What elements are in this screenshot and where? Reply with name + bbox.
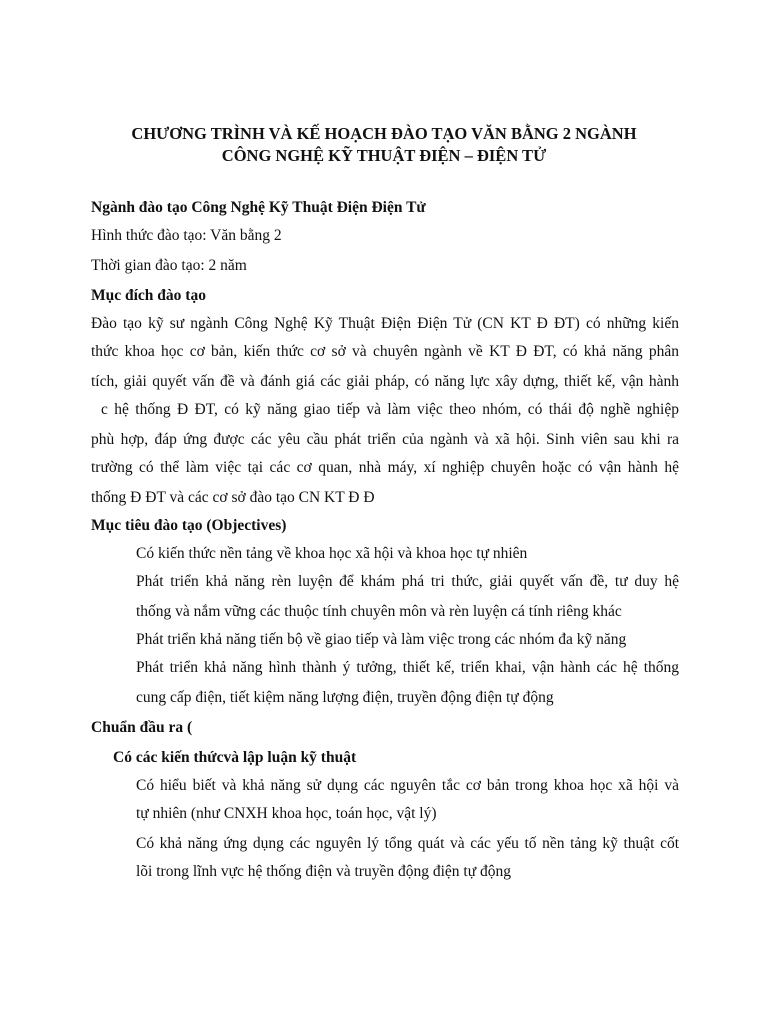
purpose-paragraph-line-1: Đào tạo kỹ sư ngành Công Nghệ Kỹ Thuật Điện Điện Tử (CN KT Đ ĐT) có những kiến (91, 315, 679, 332)
objectives-heading: Mục tiêu đào tạo (Objectives) (91, 517, 287, 534)
outcome-item-2-line-1: Có khả năng ứng dụng các nguyên lý tổng quát và các yếu tố nền tảng kỹ thuật cốt (136, 835, 679, 852)
outcomes-heading: Chuẩn đầu ra ( (91, 719, 193, 736)
title-line-2: CÔNG NGHỆ KỸ THUẬT ĐIỆN – ĐIỆN TỬ (221, 146, 547, 165)
title-line-1: CHƯƠNG TRÌNH VÀ KẾ HOẠCH ĐÀO TẠO VĂN BẰNG 2 NGÀNH (131, 124, 637, 143)
objective-item-4-line-2: cung cấp điện, tiết kiệm năng lượng điện, truyền động điện tự động (136, 689, 554, 706)
purpose-heading: Mục đích đào tạo (91, 287, 206, 304)
purpose-paragraph-line-4: c hệ thống Đ ĐT, có kỹ năng giao tiếp và làm việc theo nhóm, có thái độ nghề nghiệp (101, 401, 679, 418)
major-heading: Ngành đào tạo Công Nghệ Kỹ Thuật Điện Điện Tử (91, 199, 426, 216)
outcome-item-1-line-1: Có hiểu biết và khả năng sử dụng các nguyên tắc cơ bản trong khoa học xã hội và (136, 777, 679, 794)
outcome-item-2-line-2: lõi trong lĩnh vực hệ thống điện và truyền động điện tự động (136, 863, 511, 880)
purpose-paragraph-line-3: tích, giải quyết vấn đề và đánh giá các giải pháp, có năng lực xây dựng, thiết kế, vận hành (91, 373, 679, 390)
training-form: Hình thức đào tạo: Văn bằng 2 (91, 227, 282, 244)
objective-item-4-line-1: Phát triển khả năng hình thành ý tưởng, thiết kế, triển khai, vận hành các hệ thống (136, 659, 679, 676)
objective-item-2-line-2: thống và nắm vững các thuộc tính chuyên môn và rèn luyện cá tính riêng khác (136, 603, 622, 620)
purpose-paragraph-line-7: thống Đ ĐT và các cơ sở đào tạo CN KT Đ Đ (91, 489, 375, 506)
objective-item-3: Phát triển khả năng tiến bộ về giao tiếp và làm việc trong các nhóm đa kỹ năng (136, 631, 627, 648)
objective-item-2-line-1: Phát triển khả năng rèn luyện để khám phá tri thức, giải quyết vấn đề, tư duy hệ (136, 573, 679, 590)
outcome-item-1-line-2: tự nhiên (như CNXH khoa học, toán học, vật lý) (136, 805, 437, 822)
purpose-paragraph-line-6: trường có thể làm việc tại các cơ quan, nhà máy, xí nghiệp chuyên hoặc có vận hành hệ (91, 459, 679, 476)
outcomes-subheading: Có các kiến thứcvà lập luận kỹ thuật (113, 749, 357, 766)
purpose-paragraph-line-2: thức khoa học cơ bản, kiến thức cơ sở và chuyên ngành về KT Đ ĐT, có khả năng phân (91, 343, 679, 360)
document-title (0, 123, 768, 167)
purpose-paragraph-line-5: phù hợp, đáp ứng được các yêu cầu phát triển của ngành và xã hội. Sinh viên sau khi ra (91, 431, 679, 448)
training-duration: Thời gian đào tạo: 2 năm (91, 257, 247, 274)
objective-item-1: Có kiến thức nền tảng về khoa học xã hội và khoa học tự nhiên (136, 545, 528, 562)
